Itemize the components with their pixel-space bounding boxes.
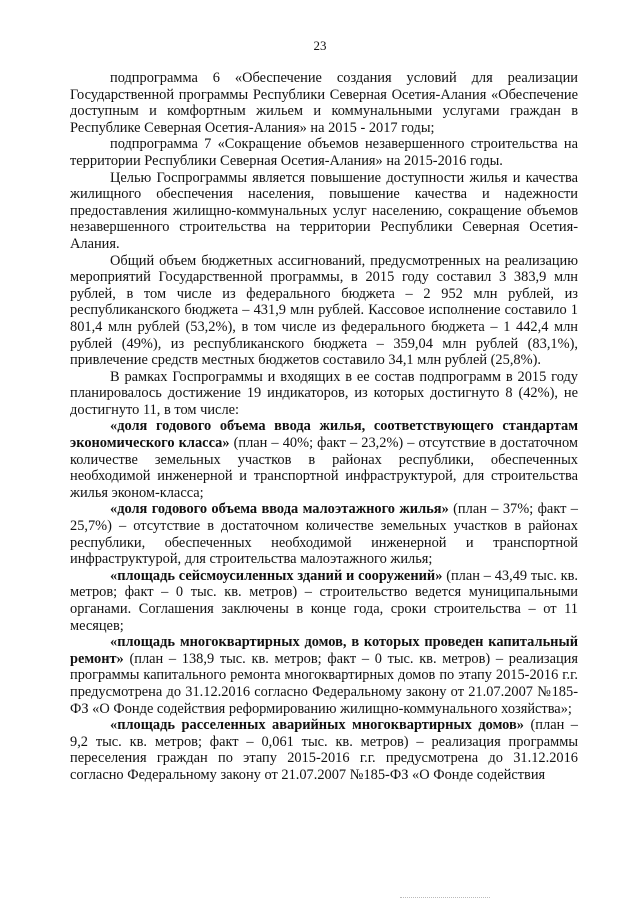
indicator-title: «площадь сейсмоусиленных зданий и сооружений» <box>110 567 443 584</box>
paragraph-text: подпрограмма 7 «Сокращение объемов незавершенного строительства на территории Республики Северная Осетия-Алания» на 2015-2016 годы. <box>70 136 578 169</box>
paragraph-text: (план – 9,2 тыс. кв. метров; факт – 0,061 тыс. кв. метров) – реализация программы переселения граждан по этапу 2015-2016 г.г. предусмотрена до 31.12.2016 согласно Федеральному закону от 21.07.2007 №185-ФЗ «О Фонде содействия <box>70 717 578 783</box>
paragraph-text: (план – 43,49 тыс. кв. метров; факт – 0 тыс. кв. метров) – строительство ведется муниципальными органами. Соглашения заключены в конце года, сроки строительства – от 11 месяцев; <box>70 567 579 634</box>
indicator-title: «доля годового объема ввода жилья, соответствующего стандартам экономического класса» <box>70 418 578 452</box>
paragraph-indicators <box>70 369 578 419</box>
scan-artifact-line <box>400 897 490 899</box>
paragraph-text: В рамках Госпрограммы и входящих в ее состав подпрограмм в 2015 году планировалось достижение 19 индикаторов, из которых достигнуто 8 (42%), не достигнуто 11, в том числе: <box>70 368 578 418</box>
paragraph-indicator-capital-repair <box>70 634 578 717</box>
paragraph-text: (план – 138,9 тыс. кв. метров; факт – 0 тыс. кв. метров) – реализация программы капитального ремонта многоквартирных домов по этапу 2015-2016 г.г. предусмотрена до 31.12.2016 согласно Федеральному закону от 21.07.2007 №185-ФЗ «О Фонде содействия реформированию жилищно-коммунального хозяйства»; <box>70 650 578 717</box>
indicator-title: «доля годового объема ввода малоэтажного жилья» <box>110 501 449 518</box>
paragraph-text: (план – 40%; факт – 23,2%) – отсутствие в достаточном количестве земельных участков в районах республики, обеспеченных необходимой инженерной и транспортной инфраструктурой, для строительства жилья эконом-класса; <box>70 435 578 501</box>
paragraph-text: Целью Госпрограммы является повышение доступности жилья и качества жилищного обеспечения населения, повышение качества и надежности предоставления жилищно-коммунальных услуг населению, сокращение объемов незавершенного строительства на территории Республики Северная Осетия-Алания. <box>70 169 578 252</box>
paragraph-text: (план – 37%; факт – 25,7%) – отсутствие в достаточном количестве земельных участков в районах республики, обеспеченных необходимой инженерной и транспортной инфраструктурой, для строительства малоэтажного жилья; <box>70 501 578 568</box>
indicator-title: «площадь многоквартирных домов, в которых проведен капитальный ремонт» <box>70 634 578 667</box>
page-number: 23 <box>313 38 327 53</box>
paragraph-text: подпрограмма 6 «Обеспечение создания условий для реализации Государственной программы Республики Северная Осетия-Алания «Обеспечение доступным и комфортным жильем и коммунальными услугами граждан в Республике Северная Осетия-Алания» на 2015 - 2017 годы; <box>70 70 578 136</box>
indicator-title: «площадь расселенных аварийных многоквартирных домов» <box>110 717 524 734</box>
document-body <box>70 70 578 784</box>
paragraph-budget <box>70 253 578 369</box>
paragraph-text: Общий объем бюджетных ассигнований, предусмотренных на реализацию мероприятий Государственной программы, в 2015 году составил 3 383,9 млн рублей, в том числе из федерального бюджета – 2 952 млн рублей, из республиканского бюджета – 431,9 млн рублей. Кассовое исполнение составило 1 801,4 млн рублей (53,2%), в том числе из федерального бюджета – 1 442,4 млн рублей (49%), из республиканского бюджета – 359,04 млн рублей (83,1%), привлечение средств местных бюджетов составило 34,1 млн рублей (25,8%). <box>70 252 578 369</box>
paragraph-indicator-economy-housing <box>70 418 578 501</box>
paragraph-indicator-seismic <box>70 568 578 634</box>
paragraph-indicator-resettlement <box>70 717 578 783</box>
paragraph-subprogram-6 <box>70 70 578 136</box>
paragraph-subprogram-7 <box>70 136 578 169</box>
paragraph-program-goal <box>70 170 578 253</box>
paragraph-indicator-lowrise-housing <box>70 501 578 567</box>
